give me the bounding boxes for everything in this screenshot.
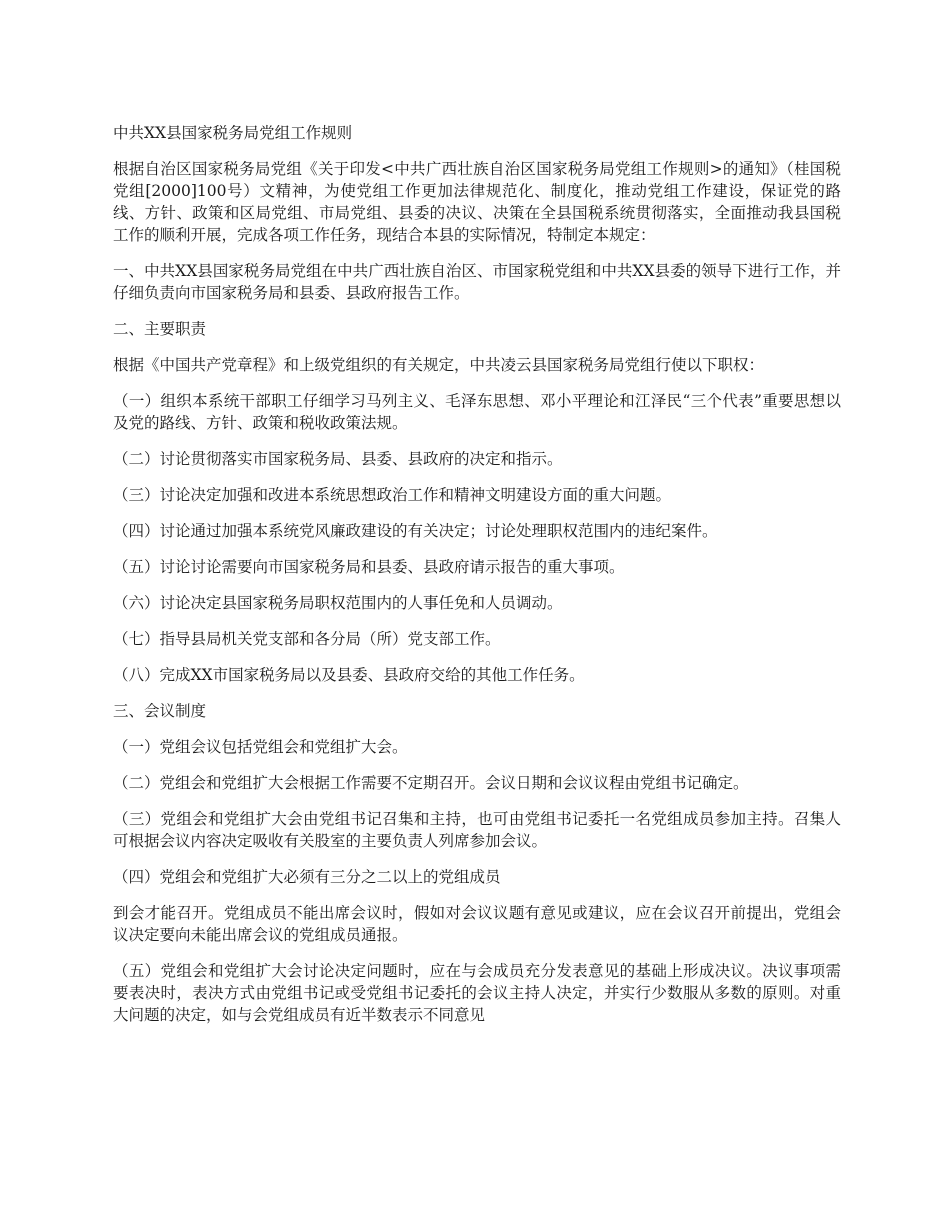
paragraph-preamble: 根据自治区国家税务局党组《关于印发<中共广西壮族自治区国家税务局党组工作规则>的通知》（桂国税党组[2000]100号）文精神，为使党组工作更加法律规范化、制度化，推动党组工作建设，保证党的路线、方针、政策和区局党组、市局党组、县委的决议、决策在全县国税系统贯彻落实，全面推动我县国税工作的顺利开展，完成各项工作任务，现结合本县的实际情况，特制定本规定：	[113, 160, 841, 244]
duty-item-6: （六）讨论决定县国家税务局职权范围内的人事任免和人员调动。	[113, 594, 563, 612]
duty-item-3: （三）讨论决定加强和改进本系统思想政治工作和精神文明建设方面的重大问题。	[113, 486, 672, 504]
duty-item-8: （八）完成XX市国家税务局以及县委、县政府交给的其他工作任务。	[113, 666, 585, 684]
section-heading-meetings: 三、会议制度	[113, 702, 207, 720]
document-page	[113, 122, 841, 1040]
meeting-item-5: （五）党组会和党组扩大会讨论决定问题时，应在与会成员充分发表意见的基础上形成决议。决议事项需要表决时，表决方式由党组书记或受党组书记委托的会议主持人决定，并实行少数服从多数的原则。对重大问题的决定，如与会党组成员有近半数表示不同意见	[113, 962, 841, 1024]
meeting-item-2: （二）党组会和党组扩大会根据工作需要不定期召开。会议日期和会议议程由党组书记确定。	[113, 774, 749, 792]
duty-item-4: （四）讨论通过加强本系统党风廉政建设的有关决定；讨论处理职权范围内的违纪案件。	[113, 522, 718, 540]
duty-item-1: （一）组织本系统干部职工仔细学习马列主义、毛泽东思想、邓小平理论和江泽民“三个代表”重要思想以及党的路线、方针、政策和税收政策法规。	[113, 392, 841, 432]
duty-item-5: （五）讨论讨论需要向市国家税务局和县委、县政府请示报告的重大事项。	[113, 558, 625, 576]
meeting-item-4: （四）党组会和党组扩大必须有三分之二以上的党组成员	[113, 868, 501, 886]
meeting-item-4-continued: 到会才能召开。党组成员不能出席会议时，假如对会议议题有意见或建议，应在会议召开前提出，党组会议决定要向未能出席会议的党组成员通报。	[113, 904, 841, 944]
paragraph-duties-intro: 根据《中国共产党章程》和上级党组织的有关规定，中共凌云县国家税务局党组行使以下职权：	[113, 356, 765, 374]
paragraph-section-1: 一、中共XX县国家税务局党组在中共广西壮族自治区、市国家税党组和中共XX县委的领导下进行工作，并仔细负责向市国家税务局和县委、县政府报告工作。	[113, 262, 841, 302]
duty-item-7: （七）指导县局机关党支部和各分局（所）党支部工作。	[113, 630, 501, 648]
meeting-item-1: （一）党组会议包括党组会和党组扩大会。	[113, 738, 408, 756]
duty-item-2: （二）讨论贯彻落实市国家税务局、县委、县政府的决定和指示。	[113, 450, 563, 468]
meeting-item-3: （三）党组会和党组扩大会由党组书记召集和主持，也可由党组书记委托一名党组成员参加主持。召集人可根据会议内容决定吸收有关股室的主要负责人列席参加会议。	[113, 810, 841, 850]
document-title: 中共XX县国家税务局党组工作规则	[113, 124, 353, 142]
section-heading-duties: 二、主要职责	[113, 320, 207, 338]
